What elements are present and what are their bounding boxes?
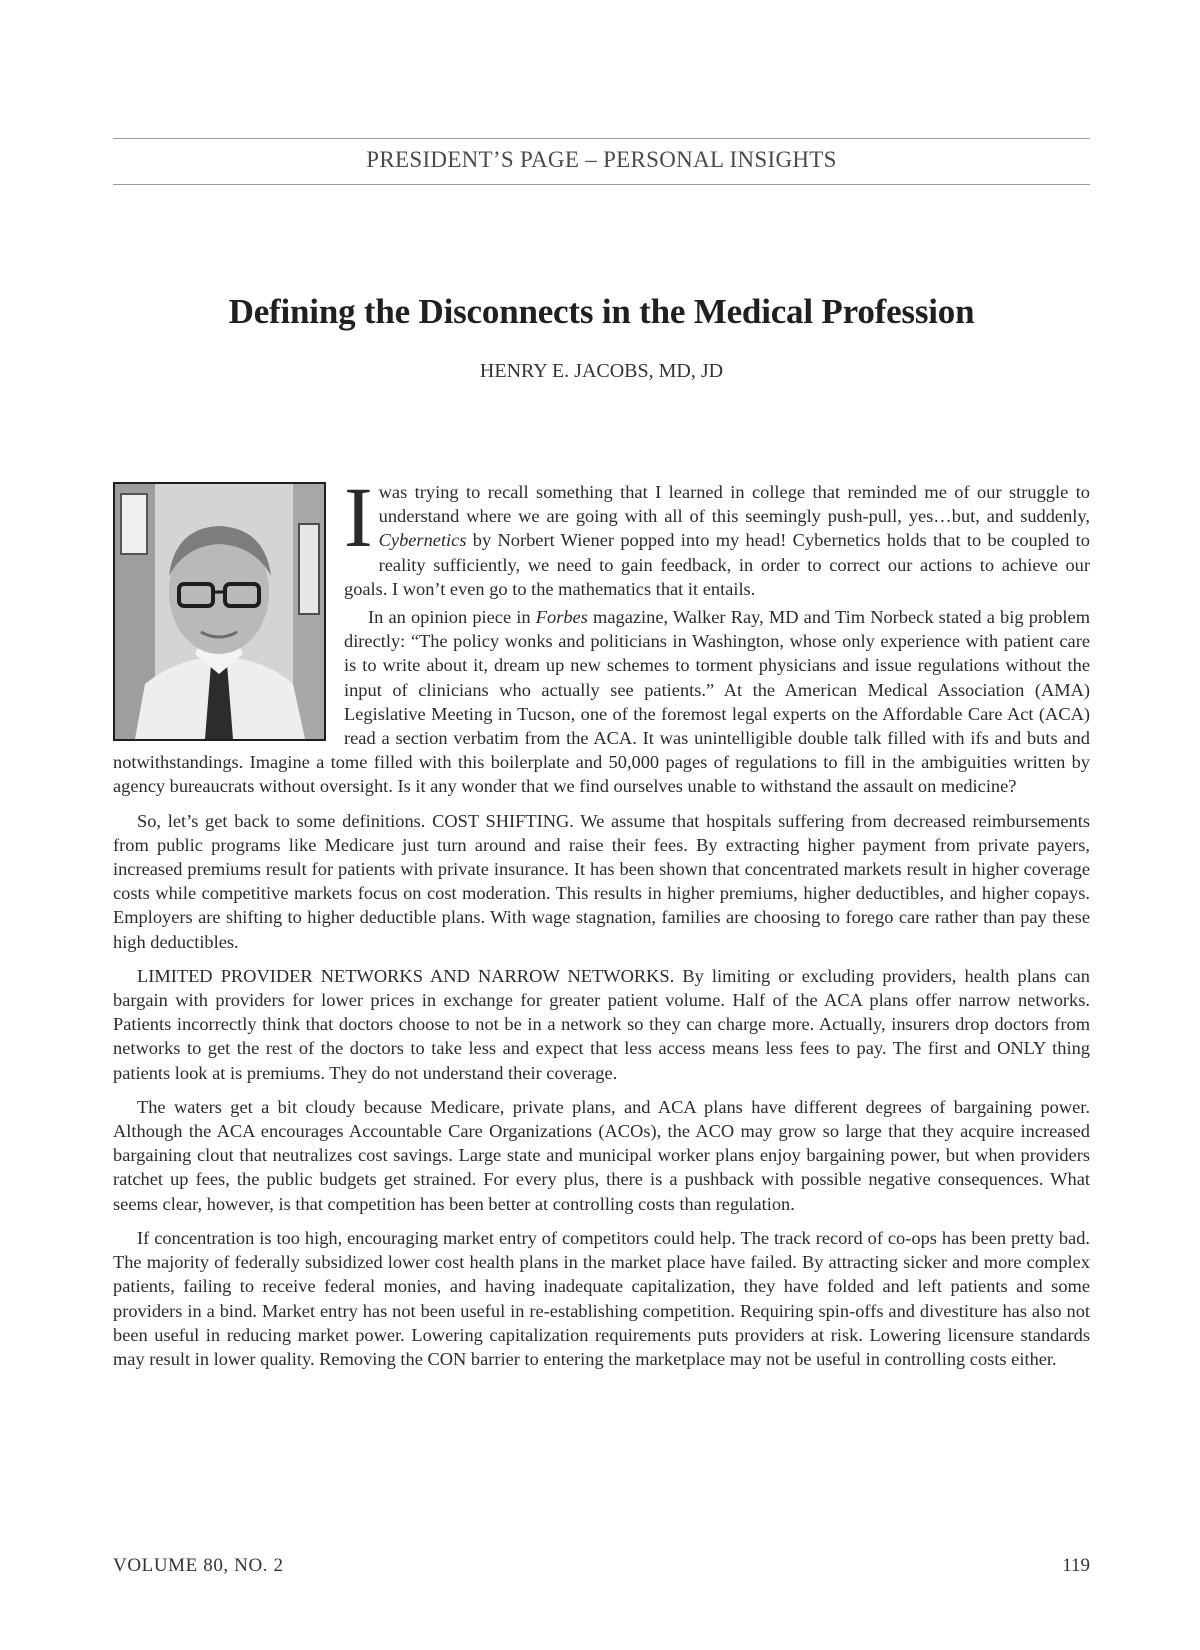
paragraph-2-text-a: In an opinion piece in	[368, 607, 536, 628]
paragraph-1-text-a: was trying to recall something that I learned in college that reminded me of our struggle to understand where we are going with all of this seemingly push-pull, yes…but, and suddenly,	[378, 482, 1090, 527]
article-title: Defining the Disconnects in the Medical Profession	[228, 292, 975, 331]
paragraph-6: If concentration is too high, encouraging market entry of competitors could help. The track record of co-ops has been pretty bad. The majority of federally subsidized lower cost health plans in the market place have failed. By attracting sicker and more complex patients, failing to receive federal monies, and having inadequate capitalization, they have folded and left patients and some providers in a bind. Market entry has not been useful in re-establishing competition. Requiring spin-offs and divestiture has also not been useful in reducing market power. Lowering capitalization requirements puts providers at risk. Lowering licensure standards may result in lower quality. Removing the CON barrier to entering the marketplace may not be useful in controlling costs either.	[113, 1227, 1090, 1369]
article-body	[113, 469, 1090, 1381]
section-header: PRESIDENT’S PAGE – PERSONAL INSIGHTS	[366, 147, 837, 172]
author-photo	[113, 482, 326, 741]
footer-page-number: 119	[1062, 1555, 1090, 1576]
paragraph-5: The waters get a bit cloudy because Medicare, private plans, and ACA plans have different degrees of bargaining power. Although the ACA encourages Accountable Care Organizations (ACOs), the ACO may grow so large that they acquire increased bargaining clout that neutralizes cost savings. Large state and municipal worker plans enjoy bargaining power, but when providers ratchet up fees, the public budgets get strained. For every plus, there is a pushback with possible negative consequences. What seems clear, however, is that competition has been better at controlling costs than regulation.	[113, 1096, 1090, 1214]
author-byline: HENRY E. JACOBS, MD, JD	[479, 360, 724, 382]
paragraph-1-text-b: by Norbert Wiener popped into my head! Cybernetics holds that to be coupled to reality sufficiently, we need to gain feedback, in order to correct our actions to achieve our goals. I won’t even go to the mathematics that it entails.	[344, 530, 1090, 599]
paragraph-2-emphasis: Forbes	[535, 607, 588, 628]
header-top-rule	[113, 138, 1090, 139]
drop-cap-letter: I	[344, 469, 373, 565]
paragraph-1-emphasis: Cybernetics	[378, 530, 467, 551]
paragraph-3: So, let’s get back to some definitions. COST SHIFTING. We assume that hospitals suffering from decreased reimbursements from public programs like Medicare just turn around and raise their fees. By extracting higher payment from private payers, increased premiums result for patients with private insurance. It has been shown that concentrated markets result in higher coverage costs while competitive markets focus on cost moderation. This results in higher premiums, higher deductibles, and higher copays. Employers are shifting to higher deductible plans. With wage stagnation, families are choosing to forego care rather than pay these high deductibles.	[113, 810, 1090, 952]
paragraph-4: LIMITED PROVIDER NETWORKS AND NARROW NETWORKS. By limiting or excluding providers, health plans can bargain with providers for lower prices in exchange for greater patient volume. Half of the ACA plans offer narrow networks. Patients incorrectly think that doctors choose to not be in a network so they can charge more. Actually, insurers drop doctors from networks to get the rest of the doctors to take less and expect that less access means less fees to pay. The first and ONLY thing patients look at is premiums. They do not understand their coverage.	[113, 965, 1090, 1083]
paragraph-2-text-b: magazine, Walker Ray, MD and Tim Norbeck stated a big problem directly: “The policy wonks and politicians in Washington, whose only experience with patient care is to write about it, dream up new schemes to torment physicians and issue regulations without the input of clinicians who actually see patients.” At the American Medical Association (AMA) Legislative Meeting in Tucson, one of the foremost legal experts on the Affordable Care Act (ACA) read a section verbatim from the ACA. It was unintelligible double talk filled with ifs and buts and notwithstandings. Imagine a tome filled with this boilerplate and 50,000 pages of regulations to fill in the ambiguities written by agency bureaucrats without oversight. Is it any wonder that we find ourselves unable to withstand the assault on medicine?	[113, 607, 1090, 797]
header-bottom-rule	[113, 184, 1090, 185]
footer-volume: VOLUME 80, NO. 2	[113, 1555, 284, 1576]
